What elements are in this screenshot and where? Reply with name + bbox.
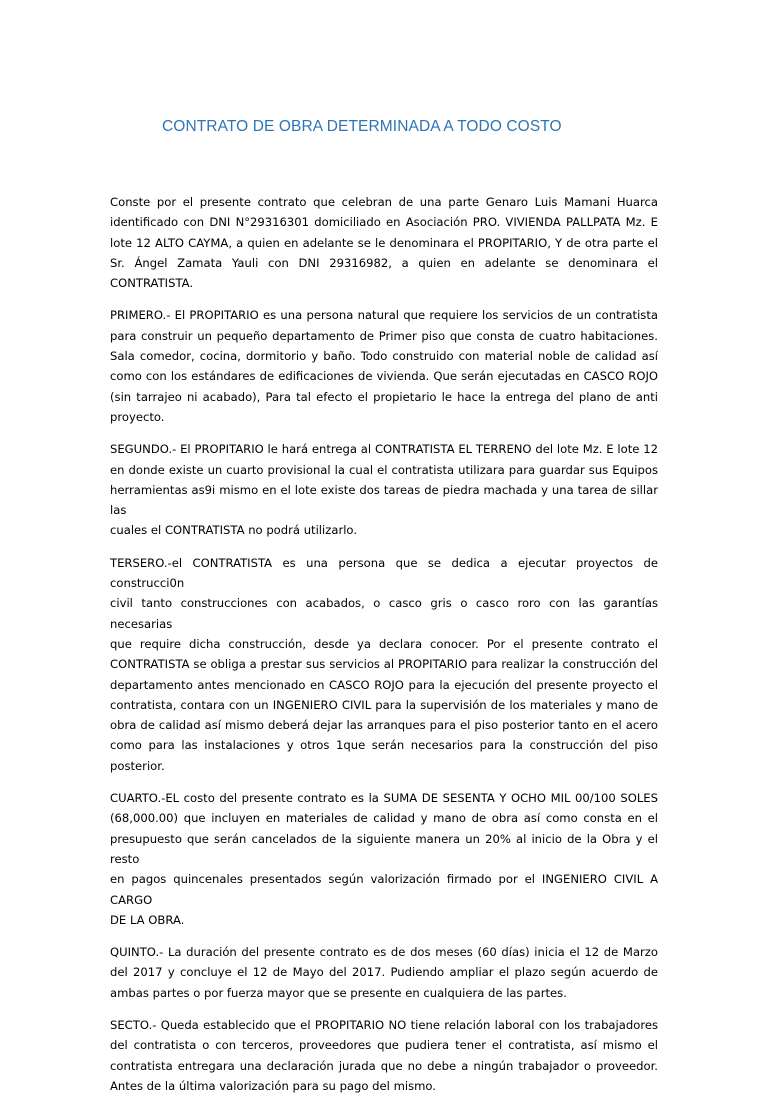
paragraph-line: Antes de la última valorización para su pago del mismo.: [110, 1078, 436, 1093]
paragraph-line: del contratista o con terceros, proveedores que pudiera tener el contratista, así mismo el: [110, 1038, 658, 1053]
paragraph-line: SEGUNDO.- El PROPITARIO le hará entrega al CONTRATISTA EL TERRENO del lote Mz. E lote 12: [110, 442, 658, 457]
paragraph-line: Sr. Ángel Zamata Yauli con DNI 29316982, a quien en adelante se denominara el CONTRATISTA.: [110, 255, 658, 291]
contract-paragraph: [110, 305, 658, 427]
paragraph-line: QUINTO.- La duración del presente contrato es de dos meses (60 días) inicia el 12 de Marzo: [110, 945, 658, 960]
paragraph-line: del 2017 y concluye el 12 de Mayo del 2017. Pudiendo ampliar el plazo según acuerdo de: [110, 965, 658, 980]
paragraph-line: Sala comedor, cocina, dormitorio y baño. Todo construido con material noble de calidad así: [110, 349, 658, 364]
paragraph-line: DE LA OBRA.: [110, 912, 185, 927]
contract-paragraph: [110, 553, 658, 776]
paragraph-line: como con los estándares de edificaciones de vivienda. Que serán ejecutadas en CASCO ROJO: [110, 369, 658, 384]
paragraph-line: para construir un pequeño departamento de Primer piso que consta de cuatro habitaciones.: [110, 328, 658, 343]
paragraph-line: que require dicha construcción, desde ya declara conocer. Por el presente contrato el: [110, 636, 658, 651]
paragraph-line: lote 12 ALTO CAYMA, a quien en adelante se le denominara el PROPITARIO, Y de otra parte el: [110, 235, 658, 250]
paragraph-line: posterior.: [110, 758, 165, 773]
paragraph-line: (sin tarrajeo ni acabado), Para tal efecto el propietario le hace la entrega del plano de anti: [110, 389, 658, 404]
paragraph-line: CONTRATISTA se obliga a prestar sus servicios al PROPITARIO para realizar la construcción del: [110, 657, 658, 672]
paragraph-line: presupuesto que serán cancelados de la siguiente manera un 20% al inicio de la Obra y el resto: [110, 831, 658, 866]
paragraph-line: (68,000.00) que incluyen en materiales de calidad y mano de obra así como consta en el: [110, 811, 658, 826]
paragraph-line: identificado con DNI N°29316301 domiciliado en Asociación PRO. VIVIENDA PALLPATA Mz. E: [110, 215, 658, 230]
contract-paragraph: [110, 1015, 658, 1096]
paragraph-line: civil tanto construcciones con acabados, o casco gris o casco roro con las garantías necesarias: [110, 596, 658, 631]
document-body: [110, 192, 658, 1108]
paragraph-line: ambas partes o por fuerza mayor que se presente en cualquiera de las partes.: [110, 985, 567, 1000]
document-title: CONTRATO DE OBRA DETERMINADA A TODO COSTO: [162, 118, 562, 135]
paragraph-line: CUARTO.-EL costo del presente contrato es la SUMA DE SESENTA Y OCHO MIL 00/100 SOLES: [110, 791, 658, 806]
paragraph-line: proyecto.: [110, 409, 165, 424]
paragraph-line: TERSERO.-el CONTRATISTA es una persona que se dedica a ejecutar proyectos de construcci0n: [110, 555, 658, 591]
paragraph-line: herramientas as9i mismo en el lote existe dos tareas de piedra machada y una tarea de sillar las: [110, 482, 658, 518]
paragraph-line: en donde existe un cuarto provisional la cual el contratista utilizara para guardar sus Equipos: [110, 462, 658, 477]
paragraph-line: cuales el CONTRATISTA no podrá utilizarlo.: [110, 523, 357, 538]
paragraph-line: Conste por el presente contrato que celebran de una parte Genaro Luis Mamani Huarca: [110, 195, 658, 209]
paragraph-line: como para las instalaciones y otros 1que serán necesarios para la construcción del piso: [110, 738, 658, 753]
paragraph-line: contratista, contara con un INGENIERO CIVIL para la supervisión de los materiales y mano de: [110, 697, 658, 712]
contract-paragraph: [110, 788, 658, 930]
contract-paragraph: [110, 192, 658, 293]
paragraph-line: SECTO.- Queda establecido que el PROPITARIO NO tiene relación laboral con los trabajadores: [110, 1017, 658, 1032]
paragraph-line: PRIMERO.- El PROPITARIO es una persona natural que requiere los servicios de un contratista: [110, 308, 658, 323]
contract-paragraph: [110, 439, 658, 540]
paragraph-line: departamento antes mencionado en CASCO ROJO para la ejecución del presente proyecto el: [110, 677, 658, 692]
paragraph-line: contratista entregara una declaración jurada que no debe a ningún trabajador o proveedor.: [110, 1058, 658, 1073]
paragraph-line: en pagos quincenales presentados según valorización firmado por el INGENIERO CIVIL A CARGO: [110, 872, 658, 907]
paragraph-line: obra de calidad así mismo deberá dejar las arranques para el piso posterior tanto en el acero: [110, 718, 658, 733]
contract-paragraph: [110, 942, 658, 1003]
